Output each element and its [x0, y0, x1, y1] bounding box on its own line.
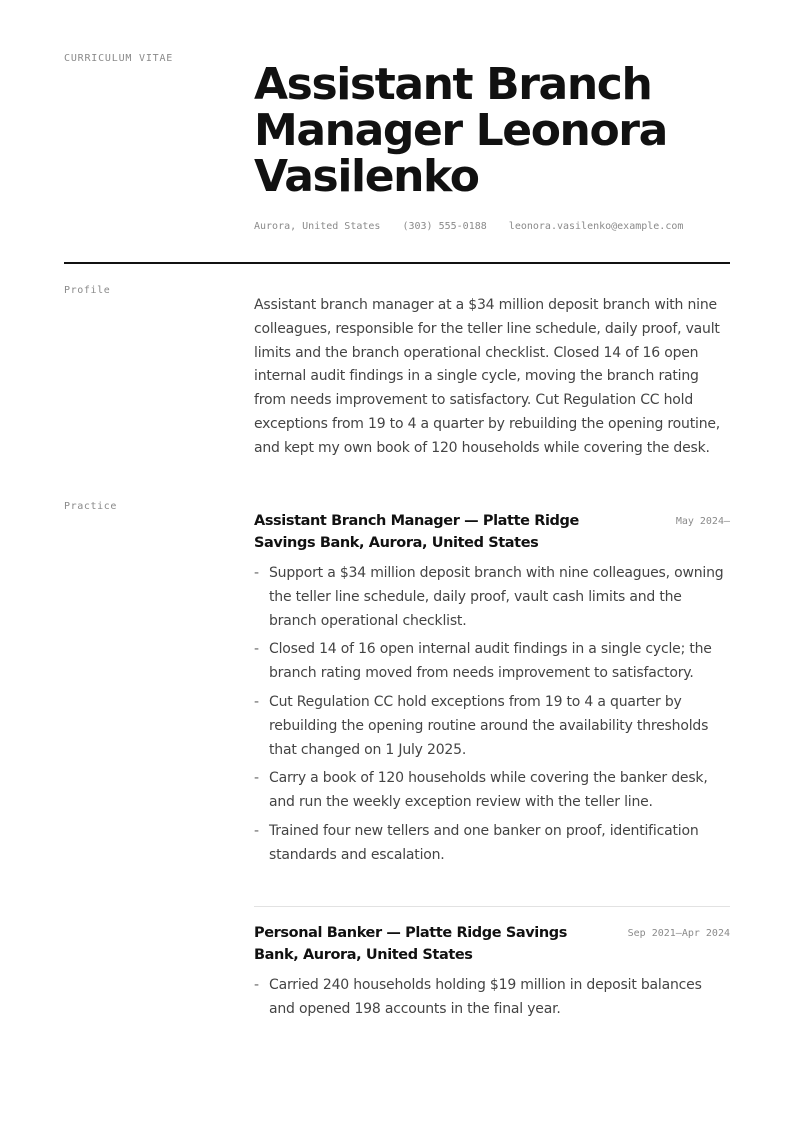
job-bullet: - Support a $34 million deposit branch with nine colleagues, owning the teller line schedule, daily proof, vault cash limits and the branch operational checklist. [254, 562, 730, 633]
job-entry [254, 510, 730, 873]
document-eyebrow: CURRICULUM VITAE [64, 53, 174, 64]
contact-line [254, 221, 699, 232]
job-bullet: - Trained four new tellers and one banker on proof, identification standards and escalation. [254, 820, 730, 868]
job-divider [254, 906, 730, 907]
job-dates: Sep 2021–Apr 2024 [627, 928, 730, 939]
job-title: Assistant Branch Manager — Platte Ridge Savings Bank, Aurora, United States [254, 513, 579, 551]
job-entry [254, 922, 730, 1027]
section-label-practice: Practice [64, 501, 117, 512]
job-dates: May 2024– [675, 516, 730, 527]
section-label-profile: Profile [64, 285, 111, 296]
page-title: Assistant Branch Manager Leonora Vasilenko [254, 59, 667, 202]
contact-location: Aurora, United States [254, 221, 381, 232]
job-bullet: - Closed 14 of 16 open internal audit findings in a single cycle; the branch rating moved from needs improvement to satisfactory. [254, 638, 730, 686]
profile-summary: Assistant branch manager at a $34 million deposit branch with nine colleagues, responsible for the teller line schedule, daily proof, vault limits and the branch operational checklist. Closed 14 of 16 open internal audit findings in a single cycle, moving the branch rating from needs improvement to satisfactory. Cut Regulation CC hold exceptions from 19 to 4 a quarter by rebuilding the opening routine, and kept my own book of 120 households while covering the desk. [254, 297, 721, 456]
job-bullet: - Carry a book of 120 households while covering the banker desk, and run the weekly exception review with the teller line. [254, 767, 730, 815]
job-header [254, 922, 730, 968]
job-bullet: - Cut Regulation CC hold exceptions from 19 to 4 a quarter by rebuilding the opening routine around the availability thresholds that changed on 1 July 2025. [254, 691, 730, 762]
contact-phone: (303) 555-0188 [402, 221, 487, 232]
job-title: Personal Banker — Platte Ridge Savings Bank, Aurora, United States [254, 925, 568, 963]
job-bullets [254, 562, 730, 868]
contact-email: leonora.vasilenko@example.com [508, 221, 684, 232]
job-bullet: - Carried 240 households holding $19 million in deposit balances and opened 198 accounts in the final year. [254, 974, 730, 1022]
header-divider [64, 262, 730, 264]
job-bullets [254, 974, 730, 1022]
job-header [254, 510, 730, 556]
